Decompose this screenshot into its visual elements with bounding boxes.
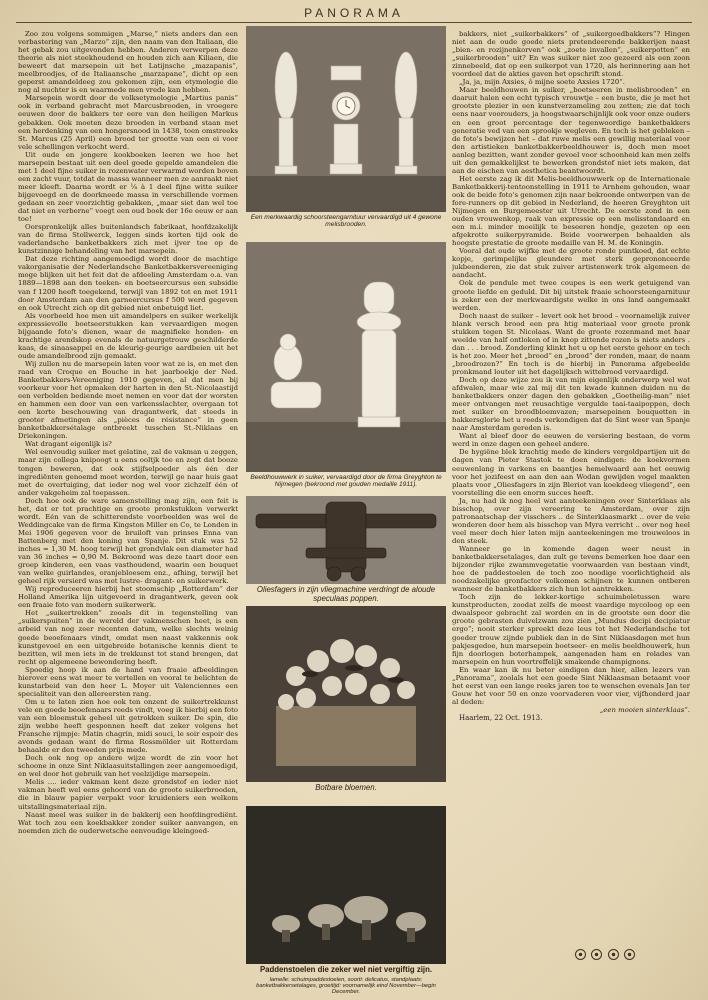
paragraph: Het eerste zag ik dit Melis-beeldhouwwerk op de Internationale Banketbakkerij-tentoonstelling in 1911 te Arnhem gehouden, waar ook de beide foto's genomen zijn naar bekroonde ontwerpen van de fore-runners op dit gebied in Nederland, de heeren Greyghton uit Nijmegen en Burgemeester uit Utrecht. De eerste zond in een ouden vrouwenkop, raak van expressie op een melisstandaard en een m.i. minder moeilijk te beseeren hondje, gezeten op een afgekrotte suikerpyramide. Beide voorwerpen behaalden als hoogste prestatie de groote medaille van H. M. de Koningin. [452, 174, 690, 248]
figure-airplane-cookie [246, 496, 446, 603]
paragraph: „Ja, ja, mijn Axsies, ô mijne soete Axsies 1720“. [459, 78, 625, 87]
paragraph: Doch op deze wijze zou ik van mijn eigenlijk onderwerp wel wat afdwalen, maar wie zal mij dit ten kwade kunnen duiden nu de banketbakkers onzer dagen den gebakken „Goetheilig-man“ niet meer ontvangen met reusachtige vergulde taai-taaipoppen, doch met suiker en broodbloemvazen; marsepeinen bouquetten in bakkersglorie het u reeds verkondigen dat de Sint weer van Spanje naar Amsterdam gereden is. [452, 376, 690, 433]
dog-and-bust-illustration [246, 242, 446, 472]
paragraph: De hygiëne blek krachtig mede de kinders vergoldpartijen uit de dagen van Pieter Stastok te doen eindigen: de koekvormen eeuwenlang in varkens en baantjes hemelwaard aan het eeuwig voor het jozifeest en aan den aan Wodan gewijden vogel maakten plaats voor „Oliesfagers in zijn Bleriot van koekdeeg vliegend“, een voorstelling die een enorm succes heeft. [452, 448, 690, 497]
ornament-circle-icon [624, 949, 635, 960]
paragraph: Zoo zou volgens sommigen „Marse,“ niets anders dan een verbastering van „Marzo“ zijn, den naam van den Italiaan, die het gebak zou uitgevonden hebben. Anderen verwerpen deze theorie als niet steekhoudend en houden zich aan Kiliaen, die beweert dat marsepein uit het Latijnsche „mazapanis“, meelbroodjes, of de Italiaansche „marzapane“, dicht op een geperst amandeldeeg zou gekomen zijn, een etymologie die nog al nuchter is en waarmede men vrede kan hebben. [18, 30, 238, 95]
figure-subcaption: lamelle: schuimpaddestoelen, soorti: delicatus, standplaats: banketbakkersetalages, groeitijd: voornamelijk eind November—begin December. [256, 976, 436, 996]
flower-basket-illustration [246, 606, 446, 782]
paragraph: Uit oude en jongere kookboeken leeren we hoe het marsepein bestaat uit een deel goede gepelde amandelen die met 1 deel fijne suiker in rozenwater verwarmd worden boven een zacht vuur, totdat de massa wanneer men ze aanraakt niet meer kleeft. Daarna wordt er ¹⁄₈ à 1 deel fijne witte suiker bijgevoegd en de doorkneede massa in verschillende vormen gedaan en zeer voorzichtig gebakken, „maar siet dan wel toe dat niet en verberne“ voegt een oud boek der 16e eeuw er aan toe! [18, 150, 238, 224]
figure-bread-flowers [246, 606, 446, 793]
ornament-circle-icon [591, 949, 602, 960]
paragraph: Melis .... ieder vakman kent deze grondstof en ieder niet vakman heeft wel eens gehoord van de groote suikerbrooden, die in blauw papier verpakt voor kruideniers een welkom uitstallingsmateriaal zijn. [18, 778, 238, 811]
paragraph: Als voorbeeld hoe men uit amandelpers en suiker werkelijk expressievolle boetseerstukken kan vervaardigen mogen bijgaande foto's dienen, waar de magnifieke honden- en krachtige arendskop evenals de natuurgetrouw geschilderde kaas, de sinaasappel en de kleurig-geurige aardbeien uit het oude amandelbrood zijn gemaakt. [18, 311, 238, 360]
photo-bread-flowers [246, 606, 446, 782]
paragraph: Naast meel was suiker in de bakkerij een hoofdingrediënt. Wat toch zou een koekbakker zonder suiker aanvangen, en noemden zich de ouderwetsche eenvoudige kleingoed- [18, 810, 238, 835]
paragraph: Maar beeldhouwen in suiker, „boetseeren in melisbrooden“ en daaruit halen een echt typisch vrouwtje – een buste, die je met het grootste plezier in een kunstverzameling zou zetten; zie dat toch eens naar voorouders, ja hoogstwaarschijnlijk ook voor onze ouders en een groot percentage der tegenwoordige banketbakkers generatie ved van een sprookje wegleven. En toch is het gebleken – de foto's bewijzen het – dat ruwe melis een gewillig materiaal voor den artistieken banketbakkerbeeldhouwer is, doch men moet aanleg bezitten, want zonder gevoel voor schoonheid kan men zelfs uit den gemakkelijkst te bewerken grondstof niet iets maken, dat aan de eischen van aesthetica beantwoordt. [452, 86, 690, 175]
paragraph: Marsepein wordt door de volksetymologie „Martius panis“ ook in verband gebracht met Marcusbrooden, in vroegere eeuwen door de bakkers ter eere van den heiligen Markus gebakken. Ook moeten deze brooden in verband staan met een herdenking van een hongersnood in 1438, toen omstreeks St. Marcus (25 April) een brood ter grootte van een ei voor vele schellingen verkocht werd. [18, 94, 238, 151]
paragraph: Vooral dat oude wijfke met de groote ronde puntkoed, dat echte kopje, gerimpelijke gleundere met sterk geprononceerde jukbeenderen, zie dat stuk zuiver artistenwerk trok algemeen de aandacht. [452, 247, 690, 280]
paragraph: Het „suikertrekken“ zooals dit in tegenstelling van „suikerspuiten“ in de wereld der vakmenschen heet, is een arbeid van nog zeer recenten datum, welke slechts weinig goede beoefenaars vindt, omdat men naast vakkennis ook kunstgevoel en een uitgebreide botanische kennis dient te bezitten, wil men iets in de trekkunst tot stand brengen, dat recht op algemeene bewondering heeft. [18, 609, 238, 666]
left-text-column [18, 30, 238, 992]
mushrooms-illustration [246, 806, 446, 964]
photo-mantel-garniture [246, 26, 446, 212]
paragraph: Doch naast de suiker – levert ook het brood – voornamelijk zuiver blank versch brood een pra htig materiaal voor groote pronk stukken tegen St. Nicolaas. Want de groote rozenmand met haar weelde van half ontloken of in knop zittende rozen is niets anders . dan . . . brood. Zonderling klinkt het u op het eerste gehoor en toch is het zoo. Meer het „brood“ en „brood“ der ronden, maar, de naam „broodrozen?“ En toch is de hierbij in Panorama afgebeelde pronkmand louter uit het dagelijksch wittebrood vervaardigd. [452, 311, 690, 376]
closing-quote: „een mooien sinterklaas“. [599, 705, 690, 714]
figure-caption: Botbare bloemen. [315, 783, 377, 792]
figure-caption: Paddenstoelen die zeker wel niet vergiftig zijn. [259, 965, 432, 974]
ornament-circle-icon [575, 949, 586, 960]
photo-mushrooms [246, 806, 446, 964]
right-text-column [452, 30, 690, 964]
figure-caption: Oliesfagers in zijn vliegmachine verdringt de aloude speculaas poppen. [256, 585, 436, 603]
paragraph: Ook de pendule met twee coupes is een werk getuigend van groote liefde en geduld. Dit bij uitstek fraaie schoorsteengarnituur is zeker een der merkwaardigste welke in ons land aangemaakt werden. [452, 279, 690, 312]
paragraph: bakkers, niet „suikerbakkers“ of „suikergoedbakkers“? Hingen niet aan de oude goede niets pretendeerende bakkerijen naast „bien- en rozijnenkorven“ ook „zoete invallen“, „suikerpotten“ en „suikerbrooden“ uit? En was suiker niet zoo gezeerd als een zoon zinnebeeld, dat op een suikerpot van 1720, als herinnering aan het voordeel dat de akties gaven het opschrift stond. [452, 30, 690, 79]
airplane-illustration [246, 496, 446, 584]
paragraph: Wanneer ge in komende dagen weer neust in banketbakkersetalages, dan zult ge tevens bemerken hoe daar een bijzonder rijke zwammvegetatie voorwaarden van bestaan vindt, hoe de paddestoelen de toch zoo noodige voorlichtigheid als noodzakelijke gronfactor volkomen schijnen te kunnen ontberen wanneer de banketbakkers zich hun lot aantrekken. [452, 545, 690, 594]
paragraph: Want al bleef door de eeuwen de versiering bestaan, de vorm werd in onze dagen een geheel andere. [452, 432, 690, 449]
masthead-rule [16, 22, 692, 23]
paragraph: Dat deze richting aangemoedigd wordt door de machtige vakorganisatie der Nederlandsche Banketbakkersvereeniging moge blijken uit het feit dat de afdeeling Amsterdam o.a. van 1889—1898 aan den teeken- en boetseercursus een subsidie van f 1200 heeft toegekend, terwijl van 1892 tot en met 1911 door Amsterdam aan den garneercursus f 500 werd gegeven en ook Utrecht zich op dit gebied niet onbetuigd liet. [18, 255, 238, 312]
paragraph: Om u te laten zien hoe ook ten onzent de suikertrekkunst vele en goede beoefenaars reeds vindt, voeg ik hierbij een foto van een bloemstuk geheel uit getrokken suiker. De spin, die zijn webbe heeft gesponnen heeft dat zeker volgens het Fransche rijmpje: Matin chagrin, midi souci, le soir espoir des avonds gedaan want de firma Rossmölder uit Rotterdam behaalde er den tweeden prijs mede. [18, 697, 238, 755]
figure-mushrooms [246, 806, 446, 996]
paragraph: Doch ook nog op andere wijze wordt de zin voor het schoone in onze Sint Niklaasuitstallingen zeer aangemoedigd, en wel door het gebruik van het veelzijdige marsepein. [18, 754, 238, 779]
paragraph: Doch hoe ook de ware samenstelling mag zijn, een feit is het, dat er tot prachtige en groote pronkstukken verwerkt wordt. Eén van de schitterendste voorbeelden was wel de Weddingcake van de firma Kingston Miller en Co, te Londen in Mei 1906 gegeven voor de bruiloft van prinses Enna van Battenberg met den koning van Spanje. Dit stuk was 52 inches = 1,30 M. hoog terwijl het grondvlak een diameter had van 36 inches = 0,90 M. Bekroond was deze taart door een groep kinderen, een vaas vasthoudend, waarin een bouquet van welke guirlandes, oranjebloesem enz., afhing, terwijl het geheel rijk versierd was met lustre- dragant- en suikerwerk. [18, 496, 238, 586]
figure-caption: Beeldhouwwerk in suiker, vervaardigd door de firma Greyghton te Nijmegen (bekroond met gouden medaille 1911). [250, 474, 442, 489]
figure-caption: Een merkwaardig schoorsteengarnituur vervaardigd uit 4 gewone melisbrooden. [250, 214, 442, 229]
paragraph: Ja, nu had ik nog heel wat aanteekeningen over Sinterklaas als bisschop, over zijn vereering te Amsterdam, over zijn patronaatschap der visschers .. de Sinterklaasmarkt .. over de vele wonderen door hem als bisschop van Myra verricht .. over nog heel veel meer doch hier laten mijn aanteekeningen me trouweloos in den steek. [452, 496, 690, 545]
paragraph: Wat dragant eigenlijk is? [25, 440, 112, 449]
paragraph: Spoedig hoop ik aan de hand van fraaie afbeeldingen hierover eens wat meer te vertellen en vooral te belichten de kunstarbeid van den heer L. Moyer uit Valenciennes een specialiteit van den allereersten rang. [18, 665, 238, 698]
sugar-vases-clock-illustration [246, 26, 446, 212]
paragraph: Wel eenvoudig suiker met gelatine, zal de vakman u zeggen, maar zijn collega knipoogt u eens ooltjk toe en zegt dat booze tongen beweren, dat ook stijfselpoeder als één der ingrediënten genoemd moet worden, terwijl ge naar huis gaat met de overtuiging, dat ieder nog wel voor zichzelf één of ander vakgeheim zal toepassen. [18, 448, 238, 497]
paragraph: Oorspronkelijk alles buitenlandsch fabrikaat, hoofdzakelijk van de firma Stollwerck, leggen sinds korten tijd ook de vaderlandsche banketbakkers zich met ijver toe op de kunstzinnige behandeling van het marsepein. [18, 223, 238, 256]
paragraph: Wij zullen nu de marsepein laten voor wat ze is, en met den raad van Croque en Bouche in het jaarboekje der Ned. Banketbakkers-Vereeniging 1910 gegeven, al dat men bij voorkeur voor het opmaken der harten in den St.-Nicolaastijd een verbolden bediende moet nemen en voor dat der worsten en hammen een door van een varkensslachter, overgaan tot een korte beschouwing van dragantwerk, dat steeds in grooter afmetingen als „pièces de résistance“ in geen banketbakkersétalage ontbreekt tusschen St.-Niklaas en Driekoningen. [18, 359, 238, 441]
photo-airplane-cookie [246, 496, 446, 584]
footer-ornament [575, 948, 635, 960]
dateline: Haarlem, 22 Oct. 1913. [459, 713, 543, 722]
figure-mantel-garniture [246, 26, 446, 228]
photo-column [246, 26, 446, 994]
figure-sugar-sculpture [246, 242, 446, 488]
paragraph: En waar kan ik nu beter eindigen dan hier, allen lezers van „Panorama“, zoolals het een goede Sint Niklaasman betaamt voor het eerst van een lange reeks jaren toe te wenschen evenals Jan ter Gouw het voor 50 en onze voorvaderen voor vier, vijfhonderd jaar al deden: [452, 665, 690, 706]
paragraph: Wij reproduceeren hierbij het stoomschip „Rotterdam“ der Holland Amerika lijn uitgevoerd in dragantwerk, geven ook een fraaie foto van modern suikerwerk. [18, 585, 238, 610]
ornament-circle-icon [608, 949, 619, 960]
photo-sugar-sculpture [246, 242, 446, 472]
masthead: PANORAMA [304, 6, 404, 20]
paragraph: Toch zijn de lekker-kortige schuimboletussen ware kunstproducten, zoodat zelfs de meest vaardige mycoloog op een dwaalspoor gebracht zal worden en in de grootste een door die groote gebrasten duivelzwam zou zien „Mundus decipi decipiatur ergo“; nooit sterker spreekt deze leus tot het Nederlandsche tot goeder trouw zijnde publiek dan in de Sint Niklaasdagen met hun pakjesgedoe, hun marsepein boetseer- en melis beeldhouwerk, hun fijn doorlogen boterhampek, aangenaden ham en rolades van marsepein en hun voortreffelijk smakende champignons. [452, 593, 690, 666]
